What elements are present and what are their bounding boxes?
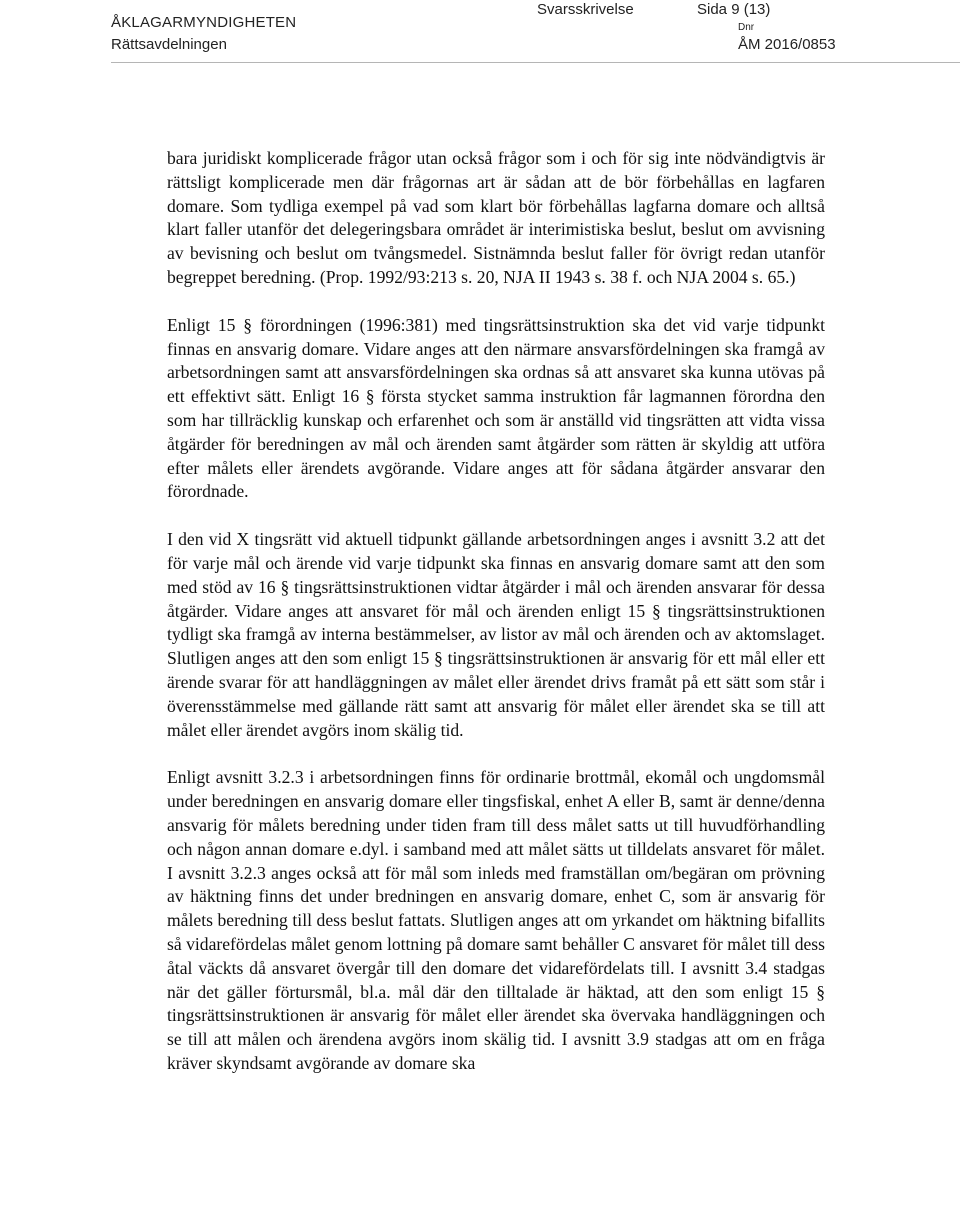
document-type: Svarsskrivelse [537,1,634,18]
header-divider [111,62,960,63]
organization-name: ÅKLAGARMYNDIGHETEN [111,14,297,31]
page-header [0,0,960,62]
dnr-value: ÅM 2016/0853 [738,36,836,53]
page-number: Sida 9 (13) [697,1,771,18]
dnr-label: Dnr [738,22,755,33]
paragraph: Enligt avsnitt 3.2.3 i arbetsordningen finns för ordinarie brottmål, ekomål och ungdomsmål under beredningen en ansvarig domare eller tingsfiskal, enhet A eller B, samt är denne/denna ansvarig för målets beredning under tiden fram till dess målet satts ut till huvudförhandling och någon annan domare e.dyl. i samband med att målet sätts ut tilldelats ansvaret för målet. I avsnitt 3.2.3 anges också att för mål som inleds med framställan om/begäran om prövning av häktning finns det under bredningen en ansvarig domare, enhet C, som är ansvarig för målets beredning till dess beslut fattats. Slutligen anges att om yrkandet om häktning bifallits så vidarefördelas målet genom lottning på domare samt behåller C ansvaret för målet till dess åtal väckts då ansvaret övergår till den domare det vidarefördelats till. I avsnitt 3.4 stadgas när det gäller förtursmål, bl.a. mål där den tilltalade är häktad, att den som enligt 15 § tingsrättsinstruktionen är ansvarig för målet eller ärendet ska övervaka handläggningen och se till att målen och ärendena avgörs inom skälig tid. I avsnitt 3.9 stadgas att om en fråga kräver skyndsamt avgörande av domare ska [167,767,825,1073]
department-name: Rättsavdelningen [111,36,227,53]
paragraph: I den vid X tingsrätt vid aktuell tidpunkt gällande arbetsordningen anges i avsnitt 3.2 att det för varje mål och ärende vid varje tidpunkt ska finnas en ansvarig domare samt att den som med stöd av 16 § tingsrättsinstruktionen vidtar åtgärder i mål och ärenden ansvarar för dessa åtgärder. Vidare anges att ansvaret för mål och ärenden enligt 15 § tingsrättsinstruktionen tydligt ska framgå av interna bestämmelser, av listor av mål och ärenden och av aktomslaget. Slutligen anges att den som enligt 15 § tingsrättsinstruktionen är ansvarig för ett mål eller ett ärende svarar för att handläggningen av målet eller ärendet drivs framåt på ett sätt som står i överensstämmelse med gällande rätt samt att ansvarig för målet eller ärendet ska se till att målet eller ärendet avgörs inom skälig tid. [167,529,825,740]
paragraph: bara juridiskt komplicerade frågor utan också frågor som i och för sig inte nödvändigtvis är rättsligt komplicerade men där frågornas art är sådan att de bör förbehållas en lagfaren domare. Som tydliga exempel på vad som klart bör förbehållas lagfarna domare och alltså klart faller utanför det delegeringsbara området är interimistiska beslut, beslut om avvisning av bevisning och beslut om tvångsmedel. Sistnämnda beslut faller för övrigt redan utanför begreppet beredning. (Prop. 1992/93:213 s. 20, NJA II 1943 s. 38 f. och NJA 2004 s. 65.) [167,148,825,287]
document-body [167,147,825,1076]
paragraph: Enligt 15 § förordningen (1996:381) med tingsrättsinstruktion ska det vid varje tidpunkt finnas en ansvarig domare. Vidare anges att den närmare ansvarsfördelningen ska framgå av arbetsordningen samt att ansvarsfördelningen ska ordnas så att ansvaret ska kunna utövas på ett effektivt sätt. Enligt 16 § första stycket samma instruktion får lagmannen förordna den som har tillräcklig kunskap och erfarenhet och som är anställd vid tingsrätten att vidta vissa åtgärder för beredningen av mål och ärenden samt åtgärder som rätten är skyldig att utföra efter målets eller ärendets avgörande. Vidare anges att för sådana åtgärder ansvarar den förordnade. [167,314,825,502]
